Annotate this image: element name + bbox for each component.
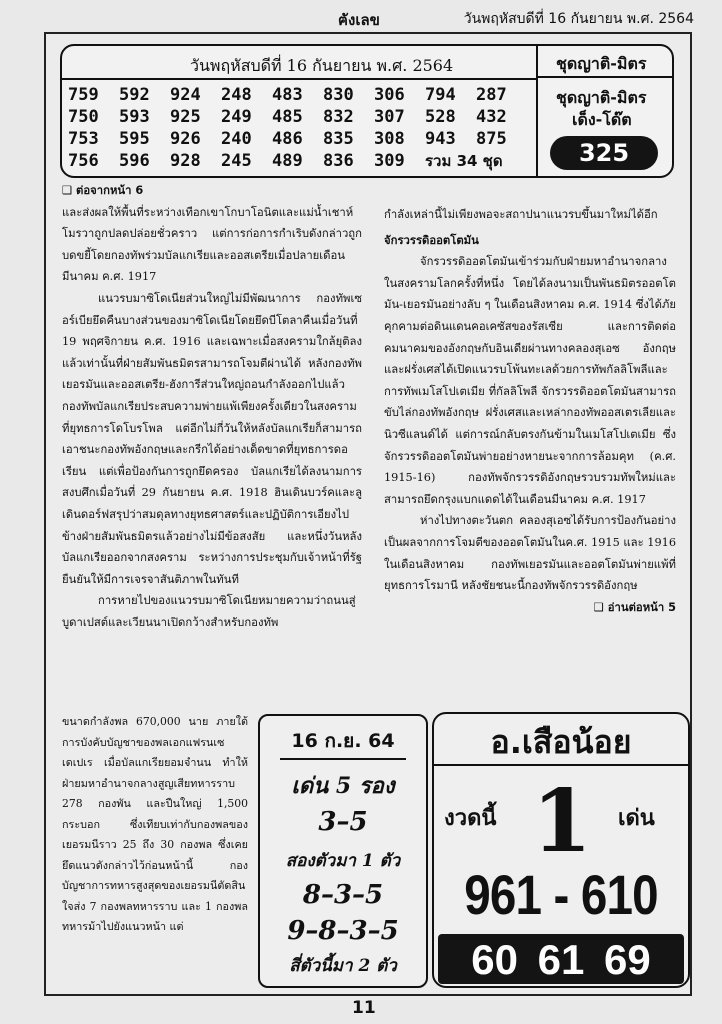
prediction-line: 3–5 [318, 807, 368, 837]
lotto-number: 794 [425, 85, 456, 105]
lotto-row [68, 128, 527, 150]
article-paragraph: ห่างไปทางตะวันตก คลองสุเอซได้รับการป้องกันอย่างเป็นผลจากการโจมตีของออตโตมันในค.ศ. 1915 และ 1916 ในเดือนสิงหาคม กองทัพเยอรมันและออตโตมันพ่ายแพ้ที่ยุทธการโรมานี หลังชัยชนะนี้กองทัพจักรวรรดิอังกฤษ [384, 514, 677, 593]
lotto-number: 240 [221, 129, 252, 149]
lotto-number: 483 [272, 85, 303, 105]
article-right-column [384, 204, 676, 618]
lotto-number: 753 [68, 129, 99, 149]
lotto-box-date: วันพฤหัสบดีที่ 16 กันยายน พ.ศ. 2564 [190, 56, 454, 75]
lotto-number: 528 [425, 107, 456, 127]
lotto-number: 245 [221, 151, 252, 171]
continued-to: ❑ อ่านต่อหน้า 5 [593, 600, 676, 614]
lotto-number-grid [68, 84, 527, 172]
article-bottom-column [62, 712, 248, 938]
lotto-number: 287 [476, 85, 507, 105]
label-this-draw: งวดนี้ [444, 806, 497, 831]
lotto-number: 593 [119, 107, 150, 127]
lotto-number: 432 [476, 107, 507, 127]
lotto-row [68, 84, 527, 106]
lotto-box-divider [62, 78, 536, 80]
lotto-number: 307 [374, 107, 405, 127]
set-title-divider [538, 76, 672, 78]
set-subtitle-1: ชุดญาติ-มิตร [556, 88, 647, 107]
lotto-number: 836 [323, 151, 354, 171]
prediction-box [258, 714, 428, 988]
lotto-number: 943 [425, 129, 456, 149]
lotto-number: 832 [323, 107, 354, 127]
lotto-number: 306 [374, 85, 405, 105]
lotto-number: 924 [170, 85, 201, 105]
article-paragraph: แนวรบมาซิโดเนียส่วนใหญ่ไม่มีพัฒนาการ กองทัพเซอร์เบียยึดคืนบางส่วนของมาซิโดเนียโดยยึดบีโตลาคืนเมื่อวันที่ 19 พฤศจิกายน ค.ศ. 1916 และเฉพาะเมื่อสงครามใกล้ยุติลงแล้วเท่านั้นที่ฝ่ายสัมพันธมิตรสามารถโจมตีผ่านได้ หลังกองทัพเยอรมันและออสเตรีย-ฮังการีส่วนใหญ่ถอนกำลังออกไปแล้ว กองทัพบัลแกเรียประสบความพ่ายแพ้เพียงครั้งเดียวในสงครามที่ยุทธการโดโบรโพล แต่อีกไม่กี่วันให้หลังบัลแกเรียก็สามารถเอาชนะกองทัพอังกฤษและกรีกได้อย่างเด็ดขาดที่ยุทธการดอเรียน แต่เพื่อป้องกันการถูกยึดครอง บัลแกเรียได้ลงนามการสงบศึกเมื่อวันที่ 29 กันยายน ค.ศ. 1918 ฮินเดินบวร์คและลูเดินดอร์ฟสรุปว่าสมดุลทางยุทธศาสตร์และปฏิบัติการเอียงไปข้างฝ่ายสัมพันธมิตรแล้วอย่างไม่มีข้อสงสัย และหนึ่งวันหลังบัลแกเรียออกจากสงคราม ระหว่างการประชุมกับเจ้าหน้าที่รัฐ ยืนยันให้มีการเจรจาสันติภาพในทันที [62, 291, 362, 586]
number-pair: 961 - 610 [464, 863, 658, 926]
prediction-date: 16 ก.ย. 64 [291, 730, 395, 752]
lotto-number: 756 [68, 151, 99, 171]
header-date: วันพฤหัสบดีที่ 16 กันยายน พ.ศ. 2564 [463, 11, 694, 27]
lotto-number: 595 [119, 129, 150, 149]
article-left-column [62, 180, 362, 633]
article-paragraph: การหายไปของแนวรบมาซิโดเนียหมายความว่าถนนสู่บูดาเปสต์และเวียนนาเปิดกว้างสำหรับกองทัพ [62, 594, 356, 629]
lotto-number: 926 [170, 129, 201, 149]
prediction-line: 8–3–5 [302, 880, 384, 910]
lotto-number: 309 [374, 151, 405, 171]
lotto-number: 592 [119, 85, 150, 105]
article-paragraph: และส่งผลให้พื้นที่ระหว่างเทือกเขาโกบาโอนิตและแม่น้ำเชาห์โมรวาถูกปลดปล่อยชั่วคราว แต่การก่อการกำเริบดังกล่าวถูกบดขยี้โดยกองทัพร่วมบัลแกเรียและออสเตรียเมื่อปลายเดือนมีนาคม ค.ศ. 1917 [62, 205, 362, 284]
lotto-number: 759 [68, 85, 99, 105]
label-featured: เด่น [618, 806, 655, 831]
lotto-number: 875 [476, 129, 507, 149]
lotto-number: 249 [221, 107, 252, 127]
set-number-pill: 325 [550, 136, 658, 170]
continued-from: ❑ ต่อจากหน้า 6 [62, 184, 144, 197]
prediction-line: 9–8–3–5 [287, 916, 399, 946]
lotto-number: 485 [272, 107, 303, 127]
article-paragraph: กำลังเหล่านี้ไม่เพียงพอจะสถาปนาแนวรบขึ้นมาใหม่ได้อีก [384, 208, 658, 221]
article-paragraph: จักรวรรดิออตโตมันเข้าร่วมกับฝ่ายมหาอำนาจกลางในสงครามโลกครั้งที่หนึ่ง โดยได้ลงนามเป็นพันธมิตรออตโตมัน-เยอรมันอย่างลับ ๆ ในเดือนสิงหาคม ค.ศ. 1914 ซึ่งได้ภัยคุกคามต่อดินแดนคอเคซัสของรัสเซีย และการติดต่อคมนาคมของอังกฤษกับอินเดียผ่านทางคลองสุเอซ อังกฤษและฝรั่งเศสได้เปิดแนวรบโพ้นทะเลด้วยการทัพกัลลิโพลีและการทัพเมโสโปเตเมีย ที่กัลลิโพลี จักรวรรดิออตโตมันสามารถขับไล่กองทัพอังกฤษ ฝรั่งเศสและเหล่ากองทัพออสเตรเลียและนิวซีแลนด์ได้ แต่การณ์กลับตรงกันข้ามในเมโสโปเตเมีย ซึ่งจักรวรรดิออตโตมันพ่ายอย่างหายนะจากการล้อมคุท (ค.ศ. 1915-16) กองทัพจักรวรรดิอังกฤษรวบรวมทัพใหม่และสามารถยึดกรุงแบกแดดได้ในเดือนมีนาคม ค.ศ. 1917 [384, 255, 676, 506]
article-paragraph: ขนาดกำลังพล 670,000 นาย ภายใต้การบังคับบัญชาของพลเอกแฟรนเซ เดเปเร เมื่อบัลแกเรียยอมจำนน ทำให้ฝ่ายมหาอำนาจกลางสูญเสียทหารราบ 278 กองพัน และปืนใหญ่ 1,500 กระบอก ซึ่งเทียบเท่ากับกองพลของเยอรมนีราว 25 ถึง 30 กองพล ซึ่งเคยยึดแนวดังกล่าวไว้ก่อนหน้านี้ กองบัญชาการทหารสูงสุดของเยอรมนีตัดสินใจส่ง 7 กองพลทหารราบ และ 1 กองพลทหารม้าไปยังแนวหน้า แต่ [62, 715, 248, 933]
author-name: อ.เสือน้อย [434, 714, 688, 766]
lotto-number: 486 [272, 129, 303, 149]
lotto-number: 308 [374, 129, 405, 149]
prediction-line: เด่น 5 รอง [291, 773, 395, 799]
lotto-number: 596 [119, 151, 150, 171]
lotto-row [68, 106, 527, 128]
lotto-number: 835 [323, 129, 354, 149]
lotto-number: 489 [272, 151, 303, 171]
lotto-summary: รวม 34 ชุด [425, 152, 503, 170]
prediction-date-underline [280, 758, 406, 760]
lotto-number: 830 [323, 85, 354, 105]
lotto-number: 248 [221, 85, 252, 105]
set-subtitle-2: เด็ง-โด๊ต [572, 110, 632, 129]
prediction-line: สี่ตัวนี้มา 2 ตัว [289, 956, 397, 976]
lotto-number: 925 [170, 107, 201, 127]
set-title: ชุดญาติ-มิตร [556, 54, 647, 73]
prediction-line: สองตัวมา 1 ตัว [285, 851, 401, 871]
number-bar: 60 61 69 [438, 934, 684, 984]
author-prediction-box [432, 712, 690, 988]
main-digit: 1 [532, 771, 592, 872]
lotto-number: 928 [170, 151, 201, 171]
header-title: ฅังเลข [338, 11, 380, 29]
section-heading: จักรวรรดิออตโตมัน [384, 233, 479, 247]
page-number: 11 [352, 998, 376, 1018]
lotto-row [68, 150, 527, 172]
lotto-number: 750 [68, 107, 99, 127]
lotto-box-vertical-divider [536, 46, 538, 176]
